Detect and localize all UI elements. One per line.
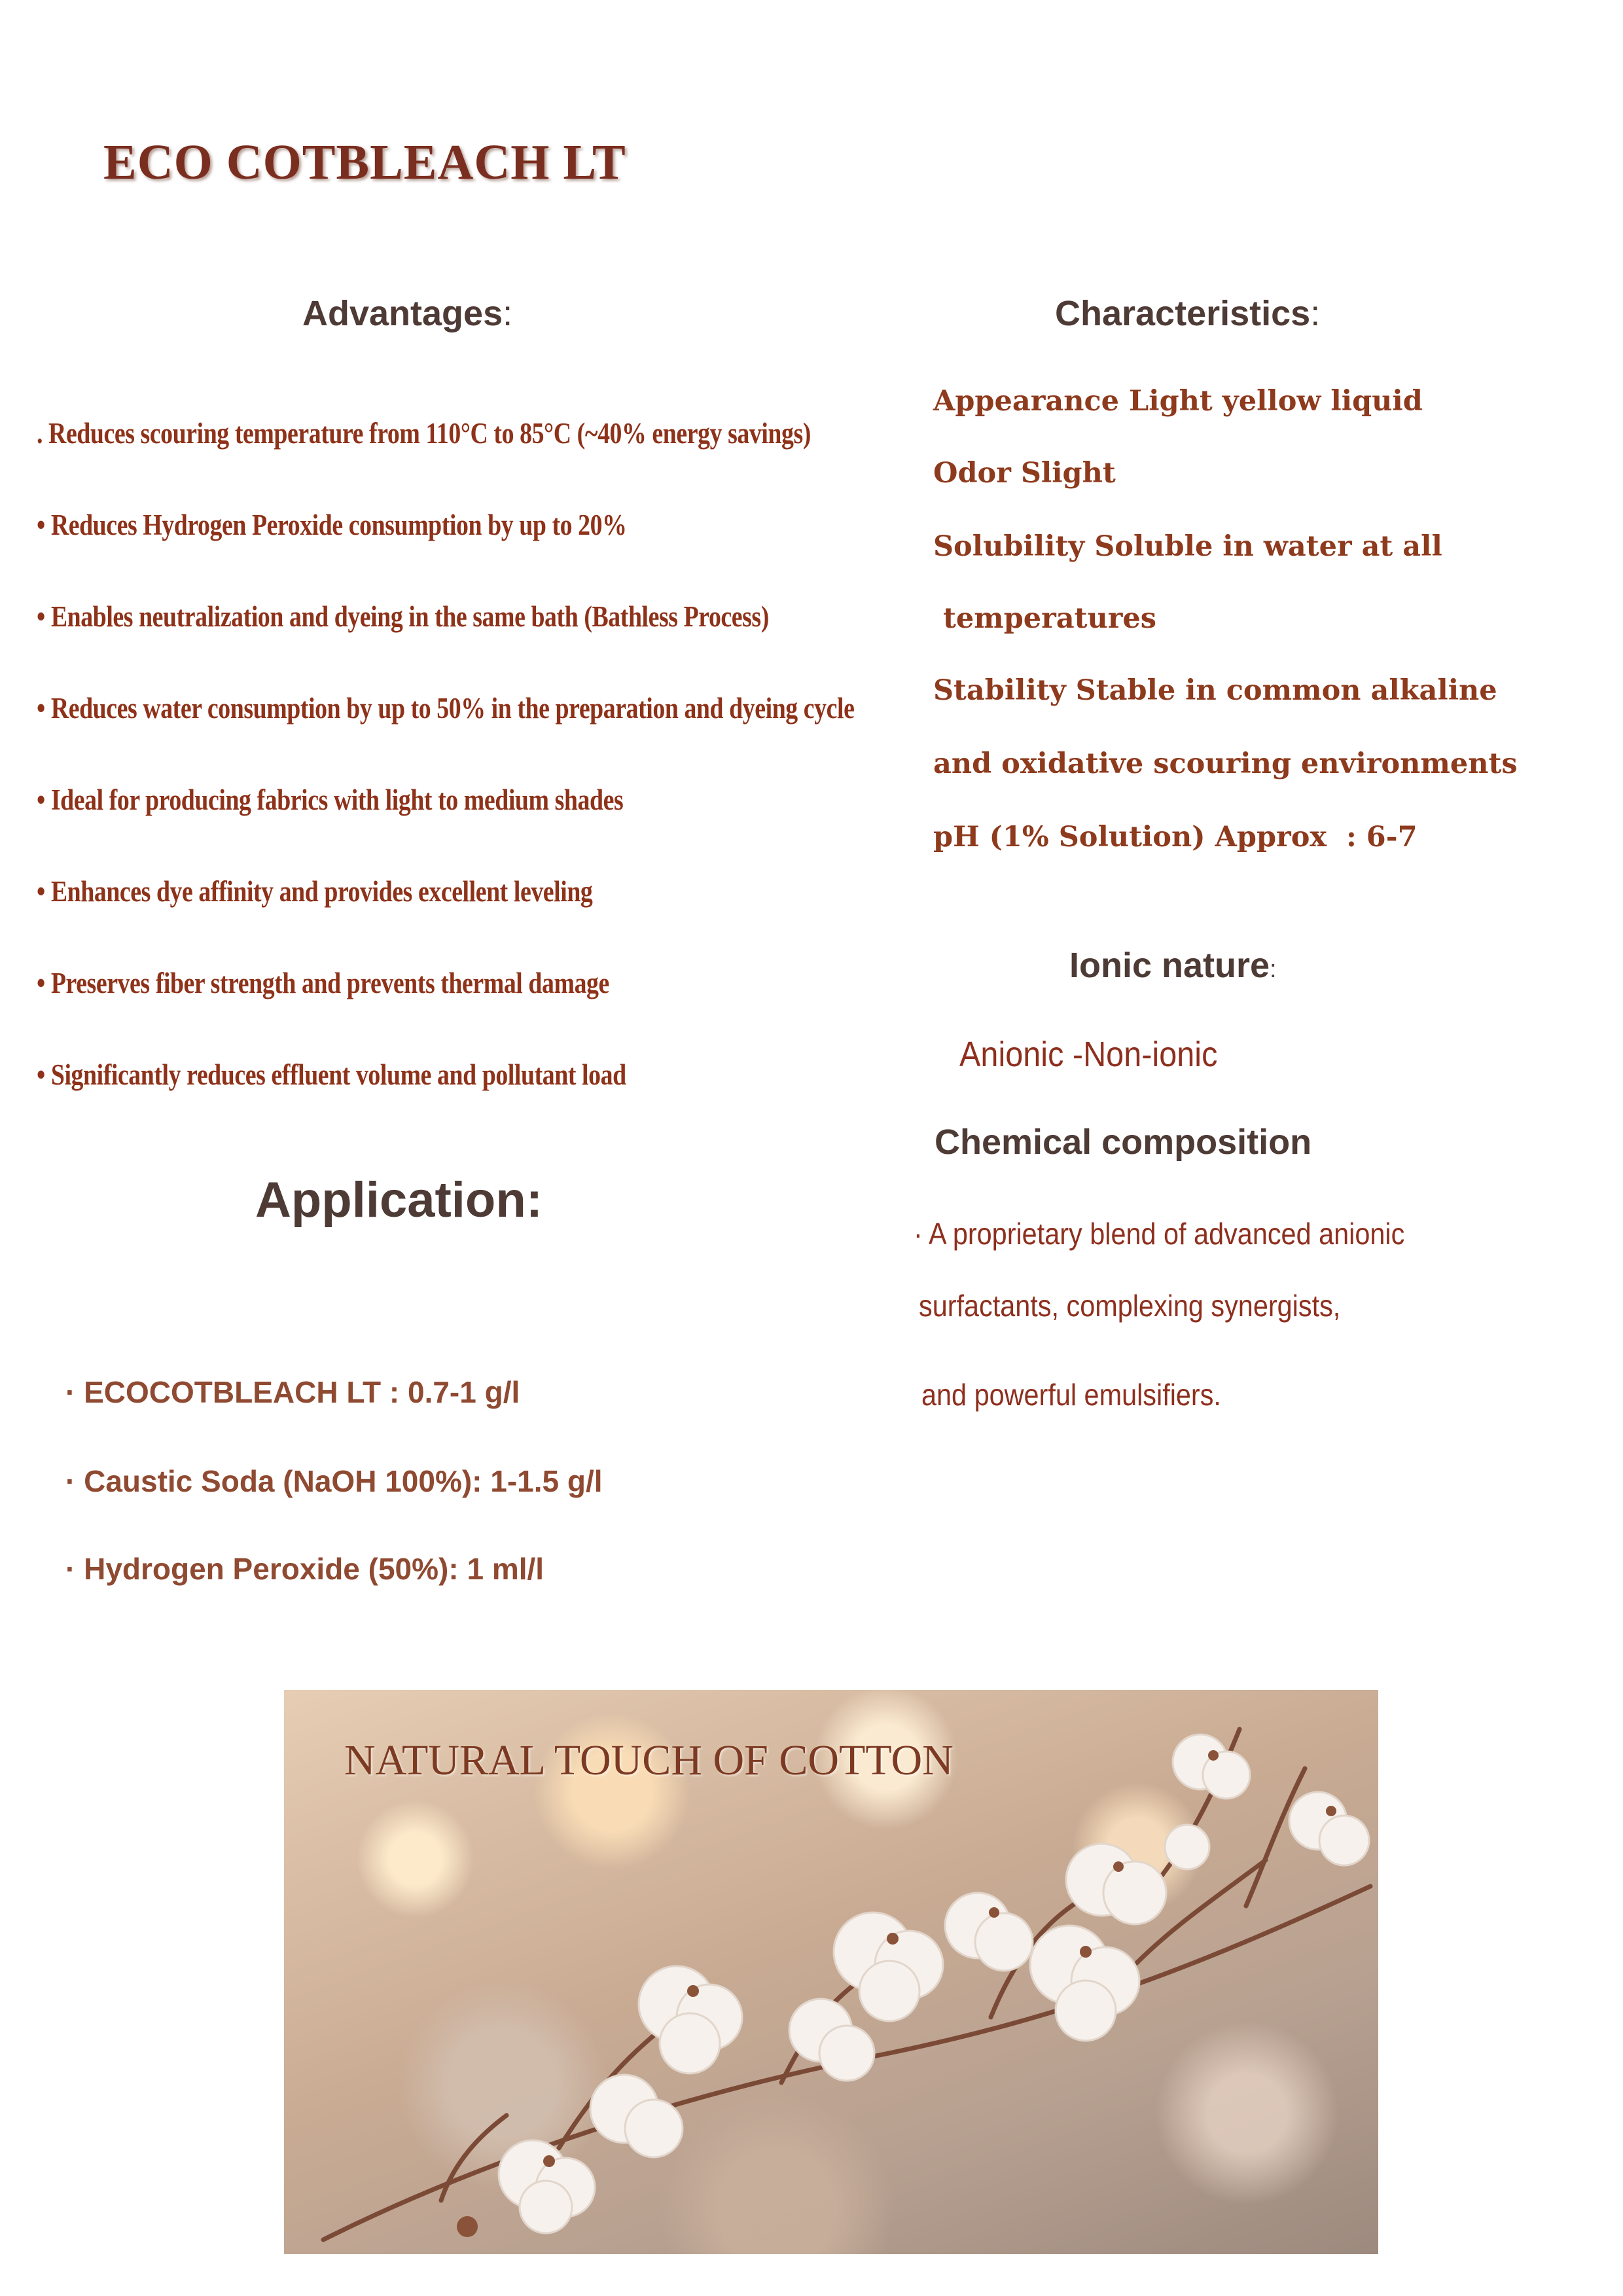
characteristic-line: pH (1% Solution) Approx : 6-7: [933, 821, 1418, 853]
advantage-item: • Ideal for producing fabrics with light to medium shades: [37, 783, 624, 816]
characteristic-line: temperatures: [933, 602, 1156, 635]
application-item: · Caustic Soda (NaOH 100%): 1-1.5 g/l: [65, 1464, 603, 1498]
advantage-item: • Enables neutralization and dyeing in the same bath (Bathless Process): [37, 600, 769, 633]
advantage-item: • Significantly reduces effluent volume and pollutant load: [37, 1058, 626, 1091]
advantages-heading-text: Advantages: [302, 294, 503, 333]
characteristic-line: Stability Stable in common alkaline: [933, 674, 1497, 707]
advantages-heading: Advantages:: [302, 294, 513, 333]
advantage-item: • Preserves fiber strength and prevents thermal damage: [37, 967, 609, 999]
chemical-composition-heading: Chemical composition: [935, 1122, 1312, 1162]
characteristic-line: Solubility Soluble in water at all: [933, 530, 1442, 563]
cotton-photo: [284, 1690, 1378, 2254]
advantage-item: • Reduces Hydrogen Peroxide consumption by up to 20%: [37, 509, 627, 541]
advantage-item: • Enhances dye affinity and provides excellent leveling: [37, 875, 593, 908]
characteristics-heading-text: Characteristics: [1055, 294, 1311, 333]
application-heading: Application:: [255, 1172, 543, 1228]
characteristic-line: Appearance Light yellow liquid: [933, 385, 1423, 418]
ionic-nature-heading-text: Ionic nature: [1069, 946, 1270, 985]
ionic-nature-heading: Ionic nature:: [1069, 946, 1277, 985]
chemical-composition-line: · A proprietary blend of advanced anionic: [914, 1217, 1405, 1251]
chemical-composition-line: surfactants, complexing synergists,: [919, 1289, 1341, 1323]
photo-caption: NATURAL TOUCH OF COTTON: [344, 1736, 954, 1784]
page-title: ECO COTBLEACH LT: [103, 135, 626, 190]
advantage-item: . Reduces scouring temperature from 110°C to 85°C (~40% energy savings): [37, 417, 811, 450]
application-item: · Hydrogen Peroxide (50%): 1 ml/l: [65, 1552, 544, 1586]
ionic-nature-value: Anionic -Non-ionic: [959, 1035, 1218, 1074]
characteristics-heading: Characteristics:: [1055, 294, 1321, 333]
characteristic-line: Odor Slight: [933, 457, 1116, 490]
advantage-item: • Reduces water consumption by up to 50% in the preparation and dyeing cycle: [37, 692, 855, 725]
characteristic-line: and oxidative scouring environments: [933, 747, 1518, 780]
chemical-composition-line: and powerful emulsifiers.: [921, 1378, 1221, 1412]
application-item: · ECOCOTBLEACH LT : 0.7-1 g/l: [65, 1375, 520, 1409]
